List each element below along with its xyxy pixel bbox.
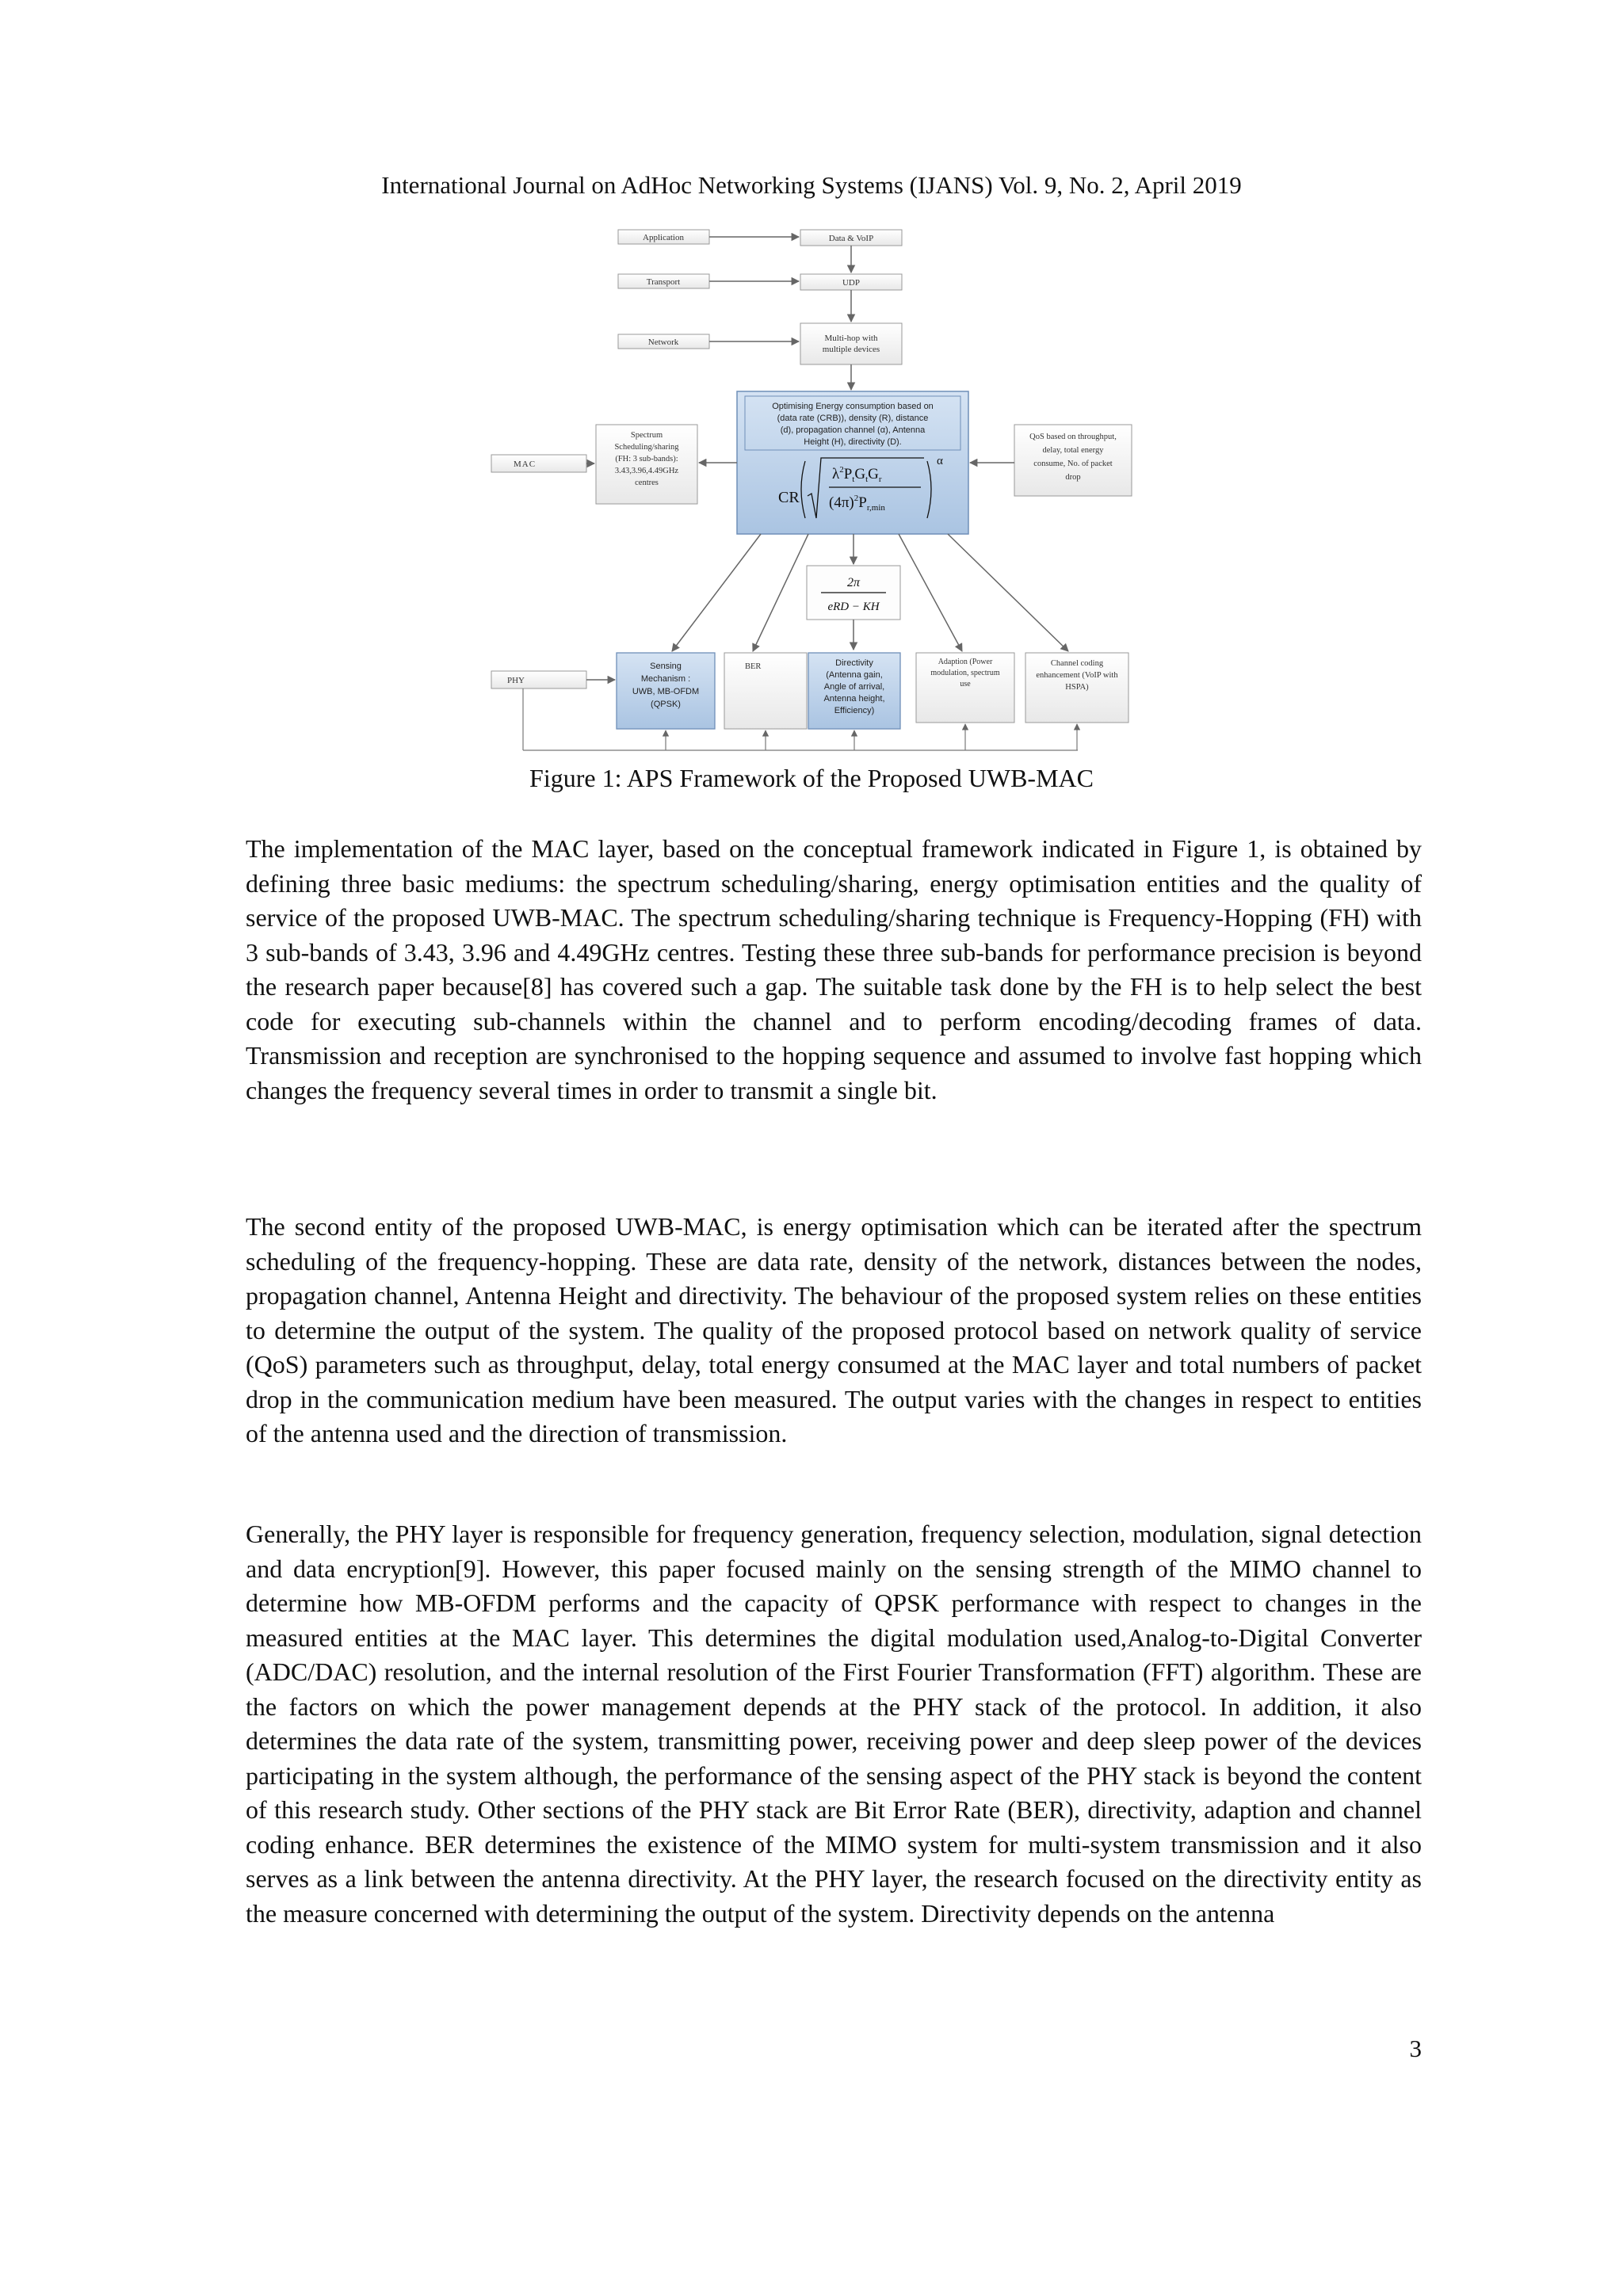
sensing-line-1: Sensing xyxy=(650,662,682,671)
multihop-line-1: Multi-hop with xyxy=(824,334,878,343)
ber-box xyxy=(724,653,807,729)
adaption-line-1: Adaption (Power xyxy=(938,658,993,666)
sensing-line-3: UWB, MB-OFDM xyxy=(632,687,700,696)
formula2-denominator: eRD − KH xyxy=(827,601,880,613)
udp-label: UDP xyxy=(842,278,861,288)
arrow-energy-to-adaption xyxy=(899,534,962,651)
layer-phy-label: PHY xyxy=(507,676,525,685)
qos-line-4: drop xyxy=(1065,473,1081,482)
spectrum-line-2: Scheduling/sharing xyxy=(614,443,679,452)
energy-line-4: Height (H), directivity (D). xyxy=(804,437,902,447)
formula-exponent: α xyxy=(937,455,943,467)
qos-line-1: QoS based on throughput, xyxy=(1029,433,1117,441)
qos-line-2: delay, total energy xyxy=(1042,446,1104,455)
energy-box xyxy=(737,391,968,534)
body-paragraph: The implementation of the MAC layer, based on the conceptual framework indicated in Figure 1, is obtained by defining three basic mediums: the spectrum scheduling/sharing, energy optimisation entities and the quality of service of the proposed UWB-MAC. The spectrum scheduling/sharing technique is Frequency-Hopping (FH) with 3 sub-bands of 3.43, 3.96 and 4.49GHz centres. Testing these three sub-bands for performance precision is beyond the research paper because[8] has covered such a gap. The suitable task done by the FH is to help select the best code for executing sub-channels within the channel and to perform encoding/decoding frames of data. Transmission and reception are synchronised to the hopping sequence and assumed to involve fast hopping which changes the frequency several times in order to transmit a single bit. xyxy=(246,834,1422,1104)
multihop-line-2: multiple devices xyxy=(822,345,880,354)
formula-cr: CR xyxy=(778,489,800,506)
directivity-line-2: (Antenna gain, xyxy=(826,670,883,680)
channel-line-1: Channel coding xyxy=(1050,659,1104,668)
multihop-box xyxy=(800,323,902,364)
layer-transport-label: Transport xyxy=(646,277,681,287)
svg-text:λ2PtGtGr: $\lambda^2P_tG_tG_r$ xyxy=(832,465,882,484)
data-voip-label: Data & VoIP xyxy=(828,234,874,243)
arrow-energy-to-ber xyxy=(753,534,808,651)
ber-label: BER xyxy=(745,662,762,671)
energy-line-1: Optimising Energy consumption based on xyxy=(772,402,934,411)
sensing-line-2: Mechanism : xyxy=(640,674,691,684)
figure-aps-framework xyxy=(475,223,1189,762)
arrow-energy-to-sensing xyxy=(672,534,761,651)
framework-diagram xyxy=(475,223,1189,762)
layer-phy-box xyxy=(491,671,586,688)
directivity-line-3: Angle of arrival, xyxy=(823,682,885,692)
channel-line-3: HSPA) xyxy=(1065,683,1089,692)
energy-line-3: (d), propagation channel (α), Antenna xyxy=(780,425,926,435)
spectrum-line-4: 3.43,3.96,4.49GHz xyxy=(614,467,679,475)
figure-caption: Figure 1: APS Framework of the Proposed UWB-MAC xyxy=(529,764,1094,792)
spectrum-line-3: (FH: 3 sub-bands): xyxy=(615,455,678,463)
directivity-line-5: Efficiency) xyxy=(834,706,875,715)
directivity-line-1: Directivity xyxy=(835,658,873,668)
page-number: 3 xyxy=(1409,2035,1422,2062)
energy-line-2: (data rate (CRB)), density (R), distance xyxy=(777,414,929,423)
directivity-line-4: Antenna height, xyxy=(823,694,885,704)
formula2-numerator: 2π xyxy=(846,576,861,589)
body-paragraph: Generally, the PHY layer is responsible for frequency generation, frequency selection, modulation, signal detection and data encryption[9]. However, this paper focused mainly on the sensing strength of the MIMO channel to determine how MB-OFDM performs and the capacity of QPSK performance with respect to changes in the measured entities at the MAC layer. This determines the digital modulation used,Analog-to-Digital Converter (ADC/DAC) resolution, and the internal resolution of the First Fourier Transformation (FFT) algorithm. These are the factors on which the power management depends at the PHY stack of the protocol. In addition, it also determines the data rate of the system, transmitting power, receiving power and deep sleep power of the devices participating in the system although, the performance of the sensing aspect of the PHY stack is beyond the content of this research study. Other sections of the PHY stack are Bit Error Rate (BER), directivity, adaption and channel coding enhance. BER determines the existence of the MIMO system for multi-system transmission and it also serves as a link between the antenna directivity. At the PHY layer, the research focused on the directivity entity as the measure concerned with determining the output of the system. Directivity depends on the antenna xyxy=(246,1520,1422,1928)
spectrum-line-5: centres xyxy=(635,479,659,487)
layer-application-label: Application xyxy=(643,233,684,242)
layer-network-label: Network xyxy=(647,338,679,347)
arrow-energy-to-channel xyxy=(948,534,1068,651)
qos-line-3: consume, No. of packet xyxy=(1033,460,1113,468)
svg-text:(4π)2Pr,min: $(4\pi)^2P_{r,min}$ xyxy=(829,494,885,513)
channel-line-2: enhancement (VoIP with xyxy=(1036,671,1118,680)
adaption-line-2: modulation, spectrum xyxy=(930,669,1000,677)
sensing-line-4: (QPSK) xyxy=(651,700,681,709)
adaption-line-3: use xyxy=(960,680,971,688)
running-header: International Journal on AdHoc Networking Systems (IJANS) Vol. 9, No. 2, April 2019 xyxy=(381,171,1242,199)
layer-mac-box xyxy=(491,455,586,472)
body-paragraph: The second entity of the proposed UWB-MAC, is energy optimisation which can be iterated after the spectrum scheduling of the frequency-hopping. These are data rate, density of the network, distances between the nodes, propagation channel, Antenna Height and directivity. The behaviour of the proposed system relies on these entities to determine the output of the system. The quality of the proposed protocol based on network quality of service (QoS) parameters such as throughput, delay, total energy consumed at the MAC layer and total numbers of packet drop in the communication medium have been measured. The output varies with the changes in respect to entities of the antenna used and the direction of transmission. xyxy=(246,1212,1422,1447)
layer-mac-label: MAC xyxy=(513,460,537,469)
spectrum-line-1: Spectrum xyxy=(630,431,663,440)
